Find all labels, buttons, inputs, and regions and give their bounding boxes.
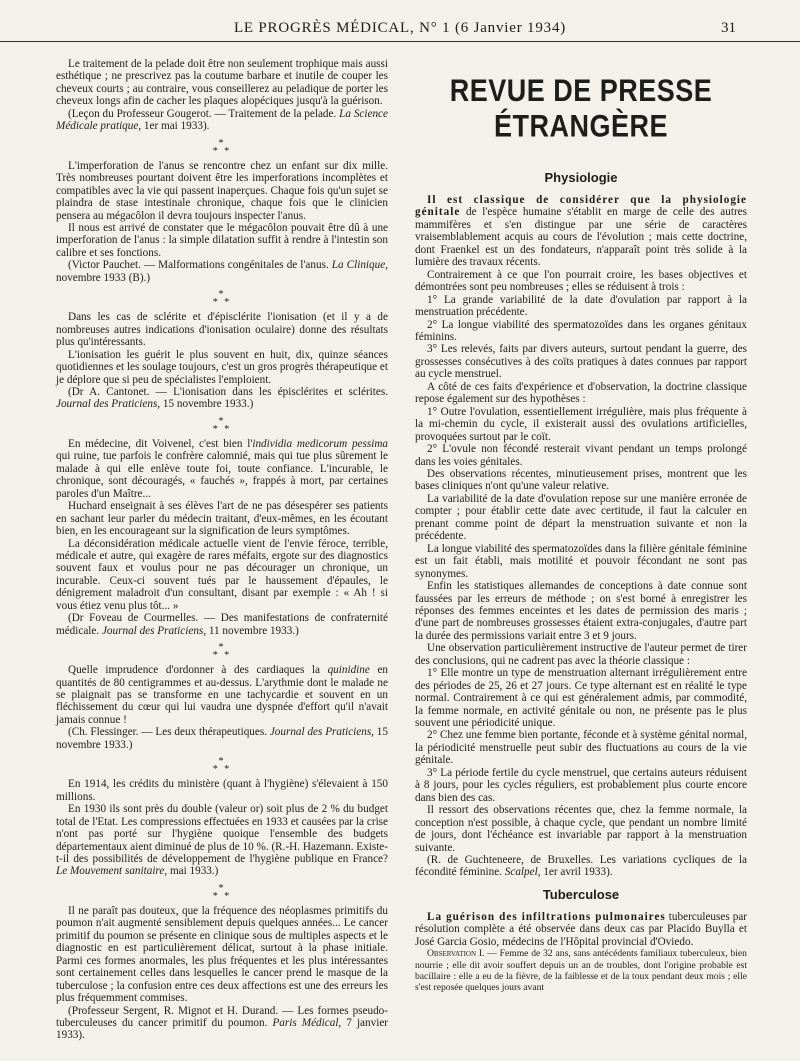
source-pauchet: (Victor Pauchet. — Malformations congénitales de l'anus. La Clinique, novembre 1933 (B).) <box>56 259 388 284</box>
source-flessinger: (Ch. Flessinger. — Les deux thérapeutiques. Journal des Praticiens, 15 novembre 1933.) <box>56 726 388 751</box>
source-foveau: (Dr Foveau de Courmelles. — Des manifestations de confraternité médicale. Journal des Praticiens, 11 novembre 1933.) <box>56 612 388 637</box>
item-huchard: Huchard enseignait à ses élèves l'art de ne pas désespérer ses patients en sachant leur parler du médecin traitant, d'eux-mêmes, en les écoutant bien, en les encourageant sur la signification de leurs symptômes. <box>56 500 388 538</box>
item-voivenel: En médecine, dit Voivenel, c'est bien l'individia medicorum pessima qui ruine, tue parfois le confrère calomnié, mais qui tue plus sûrement le malade à qui elle enlève toute foi, toute confiance. L'incurable, le chronique, sont découragés, « fauchés », frappés à mort, par certaines paroles d'un Maître... <box>56 437 388 500</box>
physio-point: 2° La longue viabilité des spermatozoïdes dans les organes génitaux féminins. <box>415 318 747 343</box>
left-column <box>56 58 388 1042</box>
physio-point: 3° La période fertile du cycle menstruel, que certains auteurs réduisent à 8 jours, pour les cycles réguliers, est probablement plus courte encore dans bien des cas. <box>415 766 747 804</box>
item-ionisation-cont: L'ionisation les guérit le plus souvent en huit, dix, quinze séances quotidiennes et les soulage toujours, c'est un gros progrès thérapeutique et je déplore que si peu de spécialistes l'emploient. <box>56 348 388 386</box>
separator-asterism: * * * <box>212 415 232 435</box>
section-heading-physiologie: Physiologie <box>544 170 618 185</box>
item-cancer-poumon: Il ne paraît pas douteux, que la fréquence des néoplasmes primitifs du poumon n'ait augmenté sensiblement depuis quelques années... Le cancer primitif du poumon se présente en clinique sous de multiples aspects et le diagnostic en est particulièrement délicat, surtout à la phase initiale. Parmi ces formes anormales, les plus fréquentes et les plus intéressantes sont certainement celles dans lesquelles le cancer prend le masque de la tuberculose ; la confusion entre ces deux affections est une des erreurs les plus fréquemment commises. <box>56 904 388 1005</box>
physio-point: 1° La grande variabilité de la date d'ovulation par rapport à la menstruation précédente. <box>415 293 747 319</box>
source-sergent: (Professeur Sergent, R. Mignot et H. Durand. — Les formes pseudo-tuberculeuses du cancer primitif du poumon. Paris Médical, 7 janvier 1933). <box>56 1004 389 1042</box>
separator-asterism: * * * <box>212 137 232 157</box>
source-gougerot: (Leçon du Professeur Gougerot. — Traitement de la pelade. La Science Médicale pratique, 1er mai 1933). <box>56 107 388 133</box>
physio-para: A côté de ces faits d'expérience et d'observation, la doctrine classique repose également sur des hypothèses : <box>415 380 747 406</box>
item-pelade: Le traitement de la pelade doit être non seulement trophique mais aussi esthétique ; ne prescrivez pas la coutume barbare et inutile de couper les cheveux courts ; au contraire, vous conseillerez au peladique de porter les cheveux longs afin de cacher les plaques alopéciques jusqu'à la guérison. <box>56 58 388 108</box>
physio-point: 3° Les relevés, faits par divers auteurs, surtout pendant la guerre, des grossesses consécutives à des coïts pratiques à dates connues par rapport au cycle menstruel. <box>415 343 747 381</box>
separator-asterism: * * * <box>212 289 232 309</box>
separator-asterism: * * * <box>212 756 232 776</box>
page-number: 31 <box>721 20 736 36</box>
running-head <box>0 16 800 42</box>
source-cantonet: (Dr A. Cantonet. — L'ionisation dans les épisclérites et sclérites. Journal des Praticiens, 15 novembre 1933.) <box>56 385 388 411</box>
physio-para: La variabilité de la date d'ovulation repose sur une manière erronée de compter ; pour établir cette date avec certitude, il faut la calculer en prenant comme point de départ la menstruation suivante et non la précédente. <box>415 492 747 543</box>
physio-para: Il ressort des observations récentes que, chez la femme normale, la conception n'est possible, à chaque cycle, que pendant un nombre limité de jours, dont l'échéance est invariable par rapport à la menstruation suivante. <box>415 804 747 854</box>
physio-para: La longue viabilité des spermatozoïdes dans la filière génitale féminine est un fait établi, mais motilité et pouvoir fécondant ne sont pas synonymes. <box>415 542 747 580</box>
source-guchteneere: (R. de Guchteneere, de Bruxelles. Les variations cycliques de la fécondité féminine. Scalpel, 1er avril 1933). <box>415 854 747 879</box>
physio-point: 2° Chez une femme bien portante, féconde et à système génital normal, la périodicité menstruelle peut subir des fluctuations au cours de la vie génitale. <box>415 729 747 767</box>
rubric-title: REVUE DE PRESSE ÉTRANGÈRE <box>449 72 713 144</box>
item-ionisation: Dans les cas de sclérite et d'épisclérite l'ionisation (et il y a de nombreuses autres indications d'ionisation oculaire) donne des résultats plus qu'intéressants. <box>56 311 388 349</box>
separator-asterism: * * * <box>212 882 232 902</box>
physio-para: Des observations récentes, minutieusement prises, montrent que les bases cliniques n'ont qu'une valeur relative. <box>415 467 747 493</box>
physio-para: Enfin les statistiques allemandes de conceptions à date connue sont faussées par les erreurs de méthode ; on s'est borné à enregistrer les réponses des femmes enceintes et les dates de permission des maris ; d'une part de nombreuses grossesses étaient extra-conjugales, d'autre part la durée des permissions variait entre 3 et 9 jours. <box>415 580 747 642</box>
item-quinidine: Quelle imprudence d'ordonner à des cardiaques la quinidine en quantités de 80 centigrammes et au-dessus. L'arythmie dont le malade ne se plaignait pas se transforme en une tachycardie et souvent en un fléchissement du cœur qui lui vaudra une dyspnée d'effort qu'il n'avait jamais connue ! <box>56 664 388 726</box>
physio-point: 1° Elle montre un type de menstruation alternant irrégulièrement entre des périodes de 25, 26 et 27 jours. Ce type alternant est en réalité le type normal. Contrairement à ce qui est généralement admis, par commodité, la femme normale, en activité génitale ou non, ne présente pas le plus souvent une périodicité unique. <box>415 667 747 730</box>
observation-one: Observation I. — Femme de 32 ans, sans antécédents familiaux tuberculeux, bien nourrie ; elle dit avoir souffert depuis un an de troubles, dont l'origine probable est bacillaire : elle a eu de la fièvre, de la faiblesse et de la toux pendant deux mois ; elle s'est reposée quelques jours avant <box>415 948 747 994</box>
physio-para: Une observation particulièrement instructive de l'auteur permet de tirer des conclusions, qui ne cadrent pas avec la théorie classique : <box>415 642 747 667</box>
item-imperforation-cont: Il nous est arrivé de constater que le mégacôlon pouvait être dû à une imperforation de l'anus : la simple dilatation suffit à rendre à l'intestin son calibre et ses fonctions. <box>56 221 388 259</box>
running-title: LE PROGRÈS MÉDICAL, N° 1 (6 Janvier 1934) <box>233 20 567 36</box>
item-imperforation: L'imperforation de l'anus se rencontre chez un enfant sur dix mille. Très nombreuses pourtant doivent être les imperforations incomplètes et compatibles avec la vie qui passent inaperçues. Chaque fois qu'un sujet se plaindra de stase intestinale chronique, chaque fois que le clinicien pensera au mégacôlon il devra toujours inspecter l'anus. <box>56 159 388 222</box>
tuberculose-lead: La guérison des infiltrations pulmonaires tuberculeuses par résolution complète a été observée dans deux cas par Placido Buylla et José Garcia Gosio, médecins de l'Hôpital provincial d'Oviedo. <box>415 910 748 948</box>
item-budget: En 1930 ils sont près du double (valeur or) soit plus de 2 % du budget total de l'Etat. Les compressions effectuées en 1933 et causées par la crise n'ont pas porté sur l'hygiène quoique l'ensemble des budgets départementaux aient diminué de plus de 10 %. (R.-H. Hazemann. Existe-t-il des possibilités de développement de l'hygiène publique en France? Le Mouvement sanitaire, mai 1933.) <box>56 803 388 878</box>
item-deconsideration: La déconsidération médicale actuelle vient de l'envie féroce, terrible, médicale et autre, qui exagère de rares méfaits, ergote sur des diagnostics souvent faux et voulus pour ne pas décourager un chronique, un incurable. Ceux-ci souvent tués par le haussement d'épaules, le dénigrement maladroit d'un consultant, disant par exemple : « Ah ! si vous étiez venu plus tôt... » <box>56 537 388 612</box>
separator-asterism: * * * <box>212 642 232 662</box>
physio-point: 1° Outre l'ovulation, essentiellement irrégulière, mais plus fréquente à la mi-chemin du cycle, il existerait aussi des ovulations artificielles, provoquées surtout par le coït. <box>415 405 747 443</box>
physio-point: 2° L'ovule non fécondé resterait vivant pendant un temps prolongé dans les voies génitales. <box>415 443 747 468</box>
item-credits: En 1914, les crédits du ministère (quant à l'hygiène) s'élevaient à 150 millions. <box>56 778 388 803</box>
right-column <box>415 58 747 993</box>
section-heading-tuberculose: Tuberculose <box>542 886 620 902</box>
physio-para: Contrairement à ce que l'on pourrait croire, les bases objectives et démontrées sont peu nombreuses ; elles se réduisent à trois : <box>415 268 747 294</box>
physio-lead: Il est classique de considérer que la physiologie génitale de l'espèce humaine s'établit en marge de celle des autres mammifères et s'en distingue par une série de caractères vraisemblablement acquis au cours de l'évolution ; mais cette doctrine, dont Fraenkel est un des fondateurs, n'apparaît point très solide à la lumière des travaux récents. <box>415 194 747 269</box>
